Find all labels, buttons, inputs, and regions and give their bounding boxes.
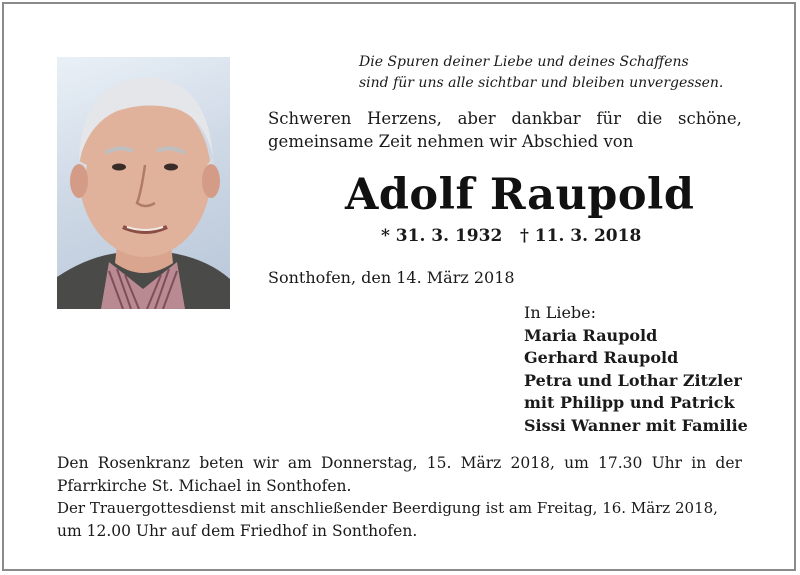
intro-word: Herzens, [367,109,442,128]
quote-line-2: sind für uns alle sichtbar und bleiben unvergessen. [359,75,724,91]
intro-word: die [636,109,663,128]
deceased-name: Adolf Raupold [345,170,695,220]
death-date: † 11. 3. 2018 [520,226,642,246]
quote-line-1: Die Spuren deiner Liebe und deines Schaffens [359,54,689,70]
rosary-line-2: Pfarrkirche St. Michael in Sonthofen. [57,477,352,495]
place-date: Sonthofen, den 14. März 2018 [268,268,515,287]
service-word: 17.30 [598,454,643,472]
service-word: um [564,454,589,472]
service-word: Donnerstag, [321,454,418,472]
service-word: beten [199,454,244,472]
service-word: Den [57,454,89,472]
intro-word: schöne, [678,109,742,128]
service-word: März [460,454,502,472]
intro-word: aber [457,109,496,128]
service-word: der [715,454,742,472]
service-word: Rosenkranz [97,454,191,472]
service-word: 2018, [510,454,555,472]
mourner-name: Petra und Lothar Zitzler [524,371,742,390]
funeral-line-1: Der Trauergottesdienst mit anschließender Beerdigung ist am Freitag, 16. März 2018, [57,499,718,517]
mourner-name: Maria Raupold [524,326,658,345]
mourner-name: mit Philipp und Patrick [524,393,735,412]
portrait-photo [57,57,230,309]
intro-word: für [596,109,621,128]
service-word: 15. [426,454,452,472]
rosary-line-1 [57,452,742,475]
mourners-heading: In Liebe: [524,303,597,322]
mourner-name: Gerhard Raupold [524,348,679,367]
service-word: Uhr [651,454,683,472]
service-word: in [691,454,707,472]
intro-word: Schweren [268,109,352,128]
funeral-line-2: um 12.00 Uhr auf dem Friedhof in Sonthofen. [57,522,418,540]
intro-line-2: gemeinsame Zeit nehmen wir Abschied von [268,132,634,151]
mourner-name: Sissi Wanner mit Familie [524,416,748,435]
service-word: am [287,454,312,472]
service-word: wir [253,454,279,472]
birth-date: * 31. 3. 1932 [381,226,503,246]
intro-line-1 [268,109,742,128]
intro-word: dankbar [511,109,581,128]
